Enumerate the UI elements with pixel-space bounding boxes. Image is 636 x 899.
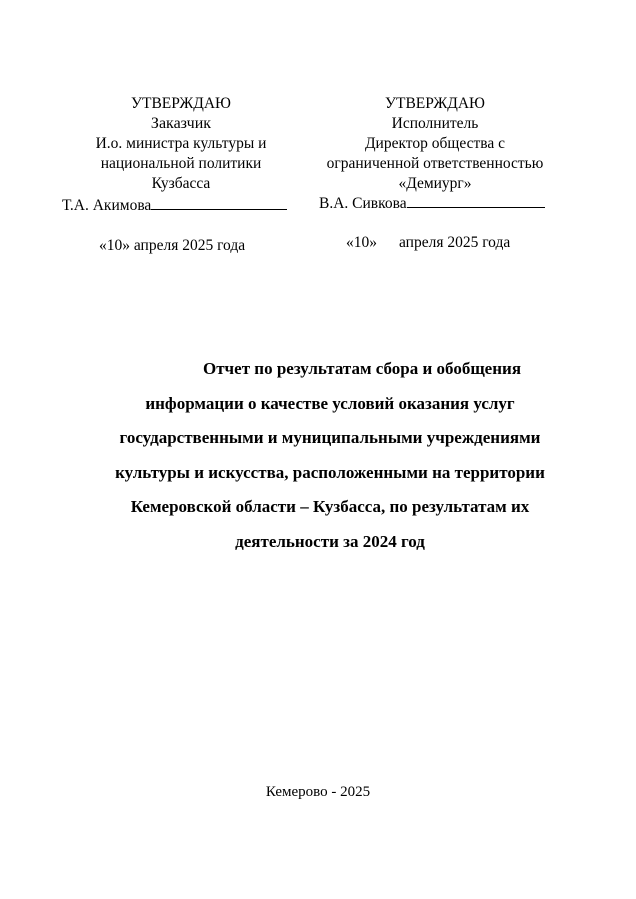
city-year-footer: Кемерово - 2025 <box>265 784 371 800</box>
report-title-line-2: информации о качестве условий оказания услуг <box>145 393 515 413</box>
customer-signatory-name: Т.А. Акимова <box>62 197 152 214</box>
contractor-approval-date <box>346 233 510 253</box>
customer-date-rest: апреля 2025 года <box>133 237 246 254</box>
customer-position-line-1: И.о. министра культуры и <box>95 135 267 152</box>
customer-position-line-2: национальной политики <box>100 155 262 172</box>
report-title-line-1: Отчет по результатам сбора и обобщения <box>202 359 522 378</box>
report-title-line-4: культуры и искусства, расположенными на территории <box>115 462 545 482</box>
contractor-position-line-1: Директор общества с <box>364 135 505 152</box>
customer-date-day: «10» <box>99 237 130 254</box>
contractor-role: Исполнитель <box>391 115 479 132</box>
contractor-approval-heading: УТВЕРЖДАЮ <box>385 95 485 112</box>
customer-position-line-3: Кузбасса <box>151 175 211 192</box>
contractor-signature-underline <box>407 193 545 208</box>
customer-approval-block <box>56 94 306 194</box>
report-title <box>70 352 590 559</box>
contractor-approval-block <box>310 94 560 194</box>
contractor-signature-line <box>319 193 545 214</box>
report-title-line-5: Кемеровской области – Кузбасса, по результатам их <box>130 497 530 516</box>
contractor-date-day: «10» <box>346 234 377 251</box>
customer-role: Заказчик <box>150 115 212 132</box>
contractor-signatory-name: В.А. Сивкова <box>319 195 407 212</box>
customer-signature-line <box>62 195 287 216</box>
contractor-position-line-2: ограниченной ответственностью <box>326 155 544 172</box>
contractor-date-rest: апреля 2025 года <box>399 234 511 251</box>
customer-approval-date <box>99 236 245 256</box>
report-title-line-6: деятельности за 2024 год <box>235 531 425 551</box>
customer-signature-underline <box>151 195 287 210</box>
report-title-line-3: государственными и муниципальными учреждениями <box>119 428 541 447</box>
contractor-position-line-3: «Демиург» <box>398 175 472 192</box>
customer-approval-heading: УТВЕРЖДАЮ <box>131 95 231 112</box>
